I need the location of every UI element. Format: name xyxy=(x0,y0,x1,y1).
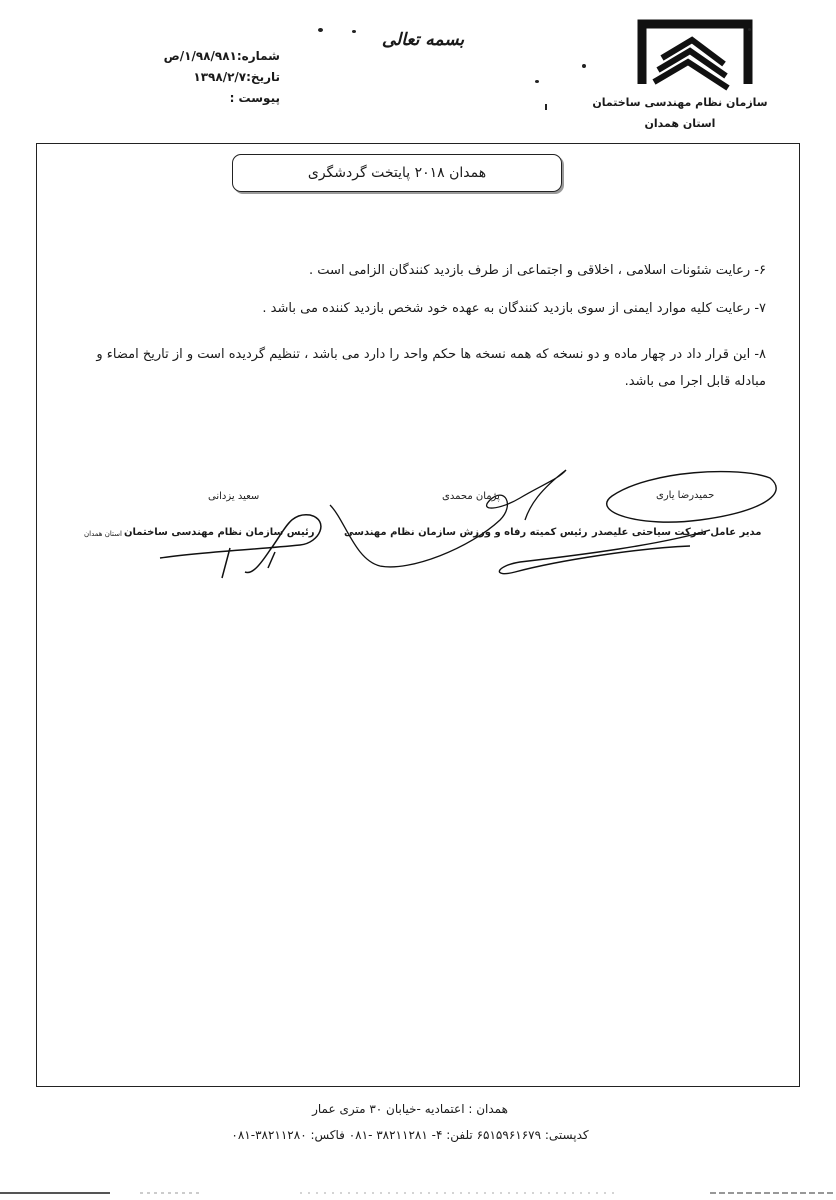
scan-speck xyxy=(352,30,356,33)
signatory-1-title: مدیر عامل شرکت سیاحتی علیصدر xyxy=(592,527,762,538)
scan-speck xyxy=(318,28,323,32)
signatory-2-name: پژمان محمدی xyxy=(442,491,500,502)
scan-speck xyxy=(535,80,539,83)
signatory-3-title-suffix: استان همدان xyxy=(84,530,122,538)
footer-address: همدان : اعتمادیه -خیابان ۳۰ متری عمار xyxy=(312,1102,508,1116)
letter-attachment: پیوست : xyxy=(229,91,280,105)
signatory-1-name: حمیدرضا یاری xyxy=(656,490,715,501)
clause-6: ۶- رعایت شئونات اسلامی ، اخلاقی و اجتماعی از طرف بازدید کنندگان الزامی است . xyxy=(309,263,766,278)
letter-number: شماره:۱/۹۸/۹۸۱/ص xyxy=(163,49,280,63)
footer-contact-info: کدپستی: ۶۵۱۵۹۶۱۶۷۹ تلفن: ۴- ۳۸۲۱۱۲۸۱ -۰۸۱ فاکس: ۳۸۲۱۱۲۸۰-۰۸۱ xyxy=(231,1128,589,1142)
letter-metadata xyxy=(120,46,280,109)
scan-speck xyxy=(545,104,547,110)
bismillah-heading: بسمه تعالی xyxy=(381,30,465,50)
organization-name: سازمان نظام مهندسی ساختمان xyxy=(592,96,768,109)
slogan-banner: همدان ۲۰۱۸ پایتخت گردشگری xyxy=(232,154,562,192)
clause-7: ۷- رعایت کلیه موارد ایمنی از سوی بازدید کنندگان به عهده خود شخص بازدید کننده می باشد . xyxy=(262,301,766,316)
organization-province: استان همدان xyxy=(644,117,716,130)
scan-edge-artifact xyxy=(0,1190,836,1196)
signatory-2-title: رئیس کمیته رفاه و ورزش سازمان نظام مهندسی xyxy=(344,527,588,538)
signatory-3-title: رئیس سازمان نظام مهندسی ساختمان xyxy=(124,527,315,538)
clause-8: ۸- این قرار داد در چهار ماده و دو نسخه که همه نسخه ها حکم واحد را دارد می باشد ، تنظیم گردیده است و از تاریخ امضاء و مبادله قابل اجرا می باشد. xyxy=(96,347,766,389)
letter-body-frame xyxy=(36,143,800,1087)
organization-logo-icon xyxy=(628,14,758,94)
signatory-3-name: سعید یزدانی xyxy=(208,491,260,502)
scan-speck xyxy=(582,64,586,68)
letter-date: تاریخ:۱۳۹۸/۲/۷ xyxy=(193,70,280,84)
scan-speck xyxy=(748,28,751,31)
